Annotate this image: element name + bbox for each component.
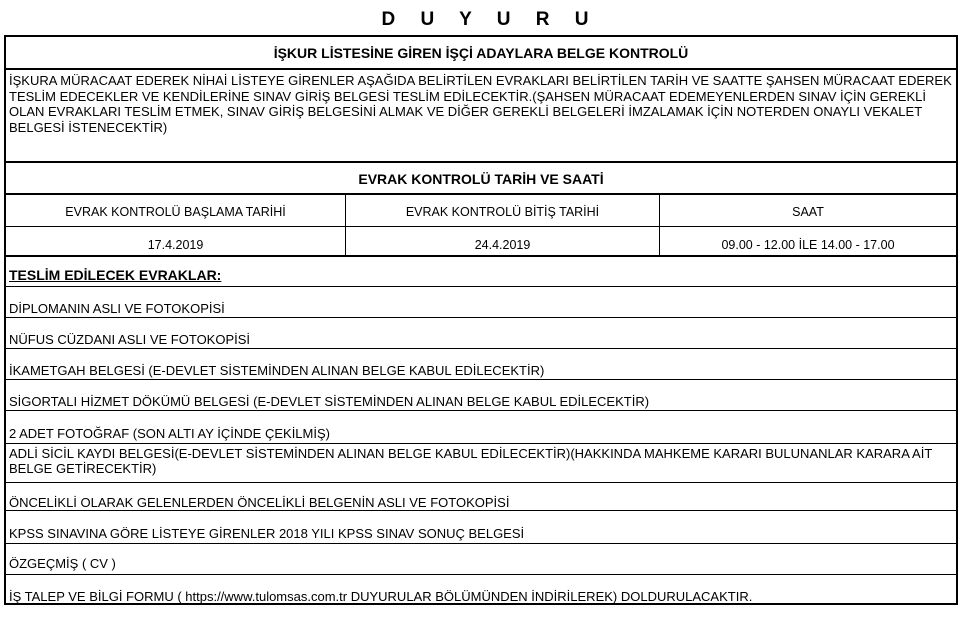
document-item-photo: 2 ADET FOTOĞRAF (SON ALTI AY İÇİNDE ÇEKİLMİŞ) [9,426,330,441]
schedule-value-row [6,227,956,257]
schedule-heading: EVRAK KONTROLÜ TARİH VE SAATİ [358,171,604,187]
page-title: D U Y U R U [381,9,599,30]
documents-heading: TESLİM EDİLECEK EVRAKLAR: [9,267,222,283]
list-item [6,287,956,318]
list-item [6,483,956,511]
list-item [6,349,956,380]
col-time-header: SAAT [792,205,824,219]
list-item [6,511,956,544]
list-item [6,575,956,605]
document-item-residence: İKAMETGAH BELGESİ (E-DEVLET SİSTEMİNDEN ALINAN BELGE KABUL EDİLECEKTİR) [9,363,545,378]
header-row [6,37,956,70]
col-end-date-header: EVRAK KONTROLÜ BİTİŞ TARİHİ [346,195,660,226]
col-start-date-header: EVRAK KONTROLÜ BAŞLAMA TARİHİ [6,195,346,226]
document-item-kpss: KPSS SINAVINA GÖRE LİSTEYE GİRENLER 2018 YILI KPSS SINAV SONUÇ BELGESİ [9,526,525,541]
announcement-header: İŞKUR LİSTESİNE GİREN İŞÇİ ADAYLARA BELGE KONTROLÜ [273,45,689,61]
schedule-heading-row [6,163,956,195]
end-date-value: 24.4.2019 [346,227,660,255]
list-item [6,318,956,349]
document-item-id-card: NÜFUS CÜZDANI ASLI VE FOTOKOPİSİ [9,332,251,347]
document-item-insurance: SİGORTALI HİZMET DÖKÜMÜ BELGESİ (E-DEVLET SİSTEMİNDEN ALINAN BELGE KABUL EDİLECEKTİR) [9,394,650,409]
intro-text: İŞKURA MÜRACAAT EDEREK NİHAİ LİSTEYE GİRENLER AŞAĞIDA BELİRTİLEN EVRAKLARI BELİRTİLEN TARİH VE SAATTE ŞAHSEN MÜRACAAT EDEREK TESLİM EDECEKLER VE KENDİLERİNE SINAV GİRİŞ BELGESİ TESLİM EDİLECEKTİR.(ŞAHSEN MÜRACAAT EDEMEYENLERDEN SINAV İÇİN GEREKLİ OLAN EVRAKLARI TESLİM ETMEK, SINAV GİRİŞ BELGESİNİ ALMAK VE DİĞER GEREKLİ BELGELERİ İMZALAMAK İÇİN NOTERDEN ONAYLI VEKALET BELGESİ İSTENECEKTİR) [9,73,952,135]
document-item-priority: ÖNCELİKLİ OLARAK GELENLERDEN ÖNCELİKLİ BELGENİN ASLI VE FOTOKOPİSİ [9,495,510,510]
document-item-criminal-record: ADLİ SİCİL KAYDI BELGESİ(E-DEVLET SİSTEMİNDEN ALINAN BELGE KABUL EDİLECEKTİR)(HAKKINDA MAHKEME KARARI BULUNANLAR KARARA AİT BELGE GETİRECEKTİR) [9,446,933,476]
list-item [6,411,956,444]
time-value: 09.00 - 12.00 İLE 14.00 - 17.00 [721,238,895,252]
list-item [6,444,956,483]
document-item-job-form: İŞ TALEP VE BİLGİ FORMU ( https://www.tulomsas.com.tr DUYURULAR BÖLÜMÜNDEN İNDİRİLEREK) DOLDURULACAKTIR. [9,589,753,604]
schedule-header-row [6,195,956,227]
documents-heading-row [6,257,956,287]
list-item [6,544,956,575]
announcement-table [4,35,958,605]
document-item-diploma: DİPLOMANIN ASLI VE FOTOKOPİSİ [9,301,225,316]
document-item-cv: ÖZGEÇMİŞ ( CV ) [9,556,116,571]
intro-row [6,70,956,163]
list-item [6,380,956,411]
start-date-value: 17.4.2019 [6,227,346,255]
